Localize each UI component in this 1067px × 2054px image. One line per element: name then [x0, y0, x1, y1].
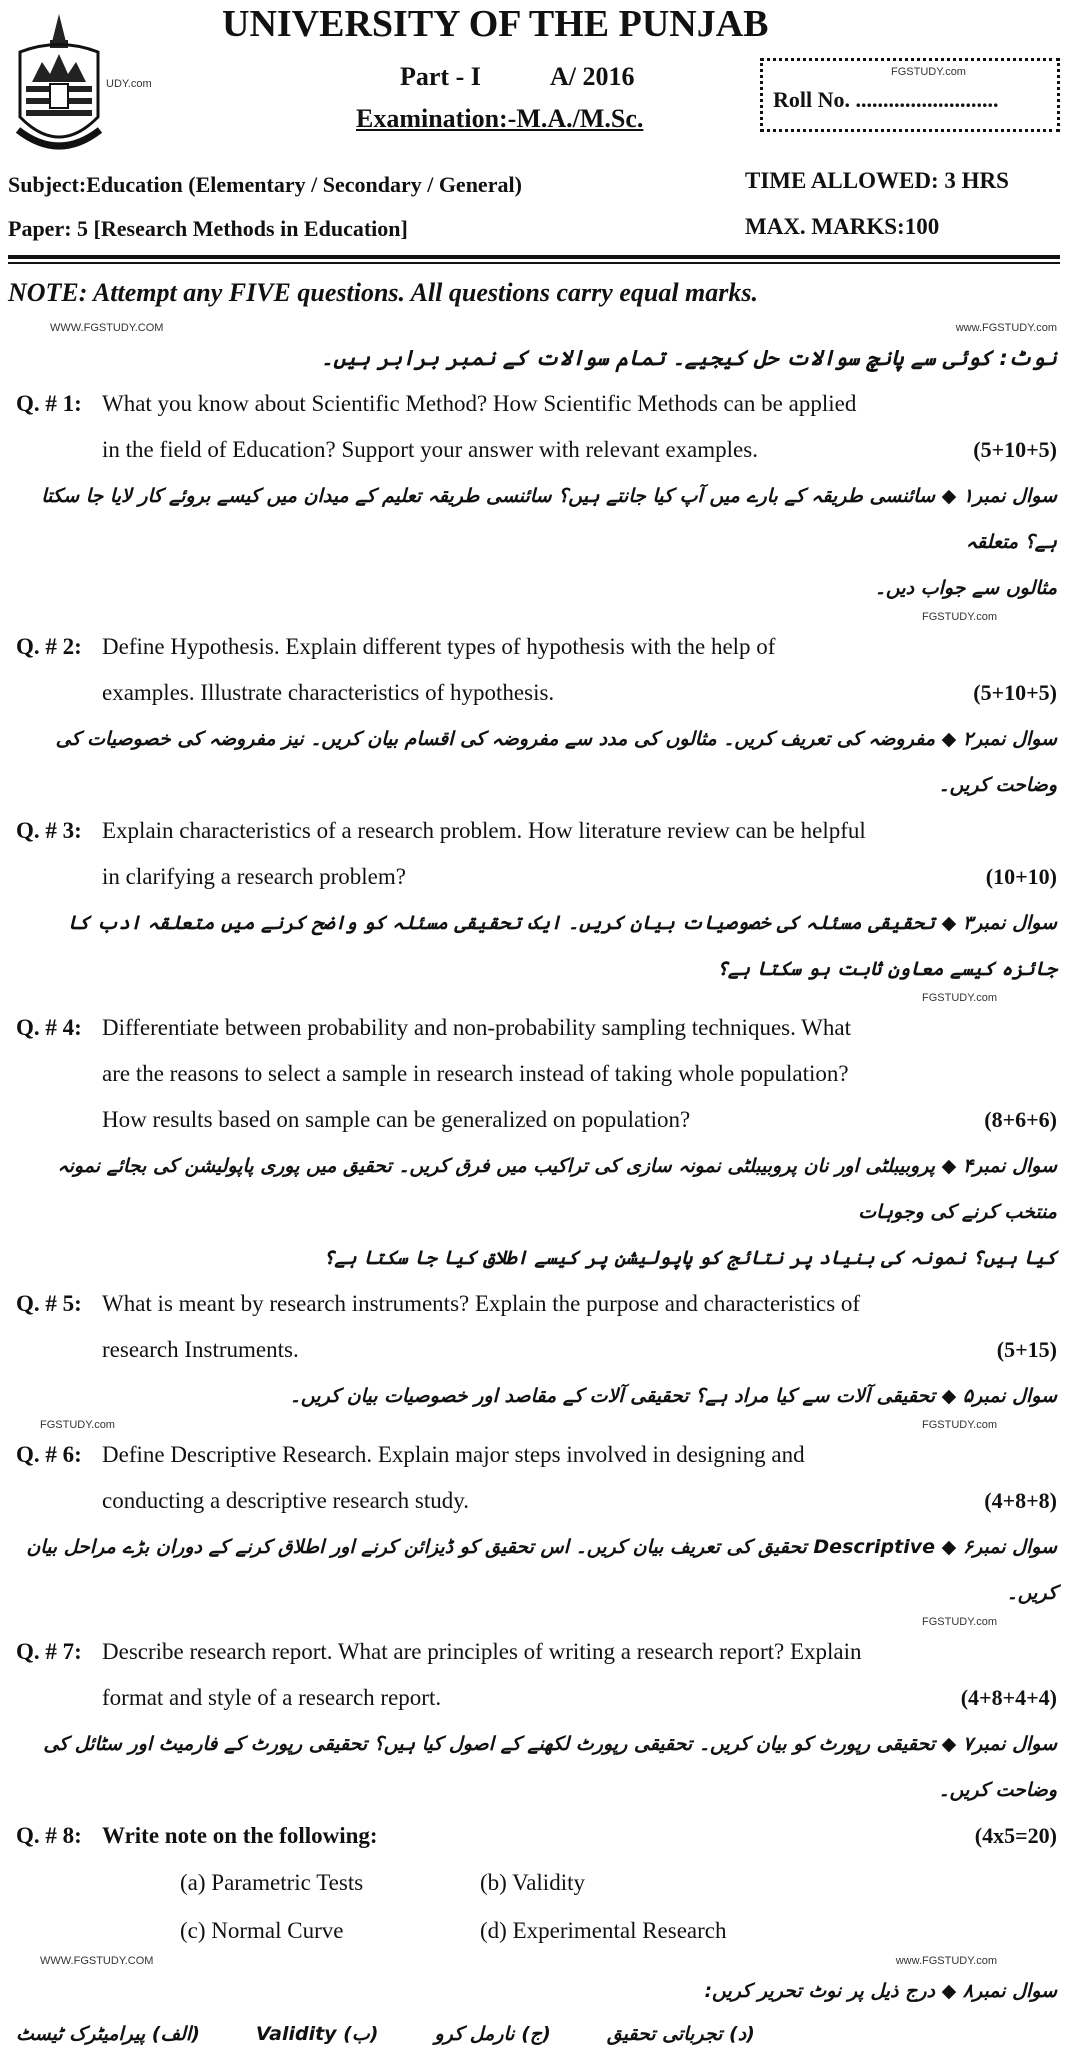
q8-line: [16, 1813, 1057, 1859]
question-number: Q. # 4:: [16, 1015, 82, 1040]
question-marks: (5+15): [996, 1337, 1057, 1362]
watermark: FGSTUDY.com: [922, 1616, 997, 1628]
question-marks: (5+10+5): [973, 680, 1057, 705]
watermark: FGSTUDY.com: [40, 1419, 115, 1431]
question-7: [16, 1629, 1057, 1813]
q8-urdu-title: سوال نمبر۸ ◆ درج ذیل پر نوٹ تحریر کریں:: [704, 1980, 1057, 2002]
question-line: [16, 1005, 1057, 1051]
question-urdu: کریں۔: [1006, 1582, 1057, 1604]
question-urdu: سوال نمبر۳ ◆ تحقیقی مسئلہ کی خصوصیات بیان کریں۔ ایک تحقیقی مسئلہ کو واضح کرنے میں متعلقہ ادب کا جائزہ کیسے معاون ثابت ہو سکتا ہے؟: [67, 912, 1057, 980]
q8-item-a: (a) Parametric Tests: [180, 1870, 364, 1895]
time-allowed: TIME ALLOWED: 3 HRS: [745, 168, 1009, 193]
question-2: [16, 624, 1057, 808]
question-line: [16, 854, 1057, 900]
question-8: [16, 1813, 1057, 2054]
watermark: FGSTUDY.com: [922, 992, 997, 1004]
question-urdu: سوال نمبر۵ ◆ تحقیقی آلات سے کیا مراد ہے؟ تحقیقی آلات کے مقاصد اور خصوصیات بیان کریں۔: [289, 1385, 1057, 1407]
q8-urdu-item-c: (ج) نارمل کرو: [434, 2023, 551, 2045]
question-6: [16, 1432, 1057, 1616]
watermark: WWW.FGSTUDY.COM: [50, 322, 164, 334]
question-urdu: مثالوں سے جواب دیں۔: [874, 577, 1057, 599]
question-urdu: سوال نمبر۱ ◆ سائنسی طریقہ کے بارے میں آپ کیا جانتے ہیں؟ سائنسی طریقہ تعلیم کے میدان میں کیسے بروئے کار لایا جا سکتا ہے؟ متعلقہ: [41, 485, 1057, 553]
q8-urdu-item-b: (ب) Validity: [255, 2023, 379, 2045]
question-line: [16, 1051, 1057, 1097]
watermark: FGSTUDY.com: [922, 611, 997, 623]
question-text: Define Hypothesis. Explain different types of hypothesis with the help of: [102, 634, 776, 659]
question-marks: (10+10): [985, 864, 1057, 889]
question-text: examples. Illustrate characteristics of hypothesis.: [102, 680, 555, 705]
questions: [16, 381, 1057, 1813]
question-line: [16, 1629, 1057, 1675]
exam-session: A/ 2016: [550, 62, 635, 91]
question-text: research Instruments.: [102, 1337, 299, 1362]
q8-urdu-item-a: (الف) پیرامیٹرک ٹیسٹ: [16, 2023, 200, 2045]
watermark: WWW.FGSTUDY.COM: [40, 1955, 154, 1967]
q8-number: Q. # 8:: [16, 1823, 82, 1848]
question-number: Q. # 3:: [16, 818, 82, 843]
question-text: are the reasons to select a sample in research instead of taking whole population?: [102, 1061, 849, 1086]
university-logo: [12, 12, 107, 162]
roll-no-field[interactable]: Roll No. ..........................: [773, 87, 999, 112]
watermark-row: [16, 992, 1057, 1005]
q8-urdu-item-d: (د) تجرباتی تحقیق: [606, 2023, 755, 2045]
header-divider: [8, 255, 1060, 259]
question-line: [16, 1432, 1057, 1478]
question-number: Q. # 7:: [16, 1639, 82, 1664]
question-urdu: سوال نمبر۶ ◆ Descriptive تحقیق کی تعریف بیان کریں۔ اس تحقیق کو ڈیزائن کرنے اور اطلاق کرنے کے دوران بڑے مراحل بیان: [26, 1536, 1057, 1558]
question-line: [16, 1281, 1057, 1327]
question-5: [16, 1281, 1057, 1419]
q8-item-d: (d) Experimental Research: [480, 1918, 727, 1943]
paper: Paper: 5 [Research Methods in Education]: [8, 216, 408, 241]
roll-no-box: [760, 58, 1060, 132]
question-line: [16, 1327, 1057, 1373]
question-urdu: سوال نمبر۴ ◆ پروبیبلٹی اور نان پروبیبلٹی نمونہ سازی کی تراکیب میں فرق کریں۔ تحقیق میں پوری پاپولیشن کی بجائے نمونہ منتخب کرنے کی وجوہات: [57, 1155, 1057, 1223]
note-urdu: نوٹ: کوئی سے پانچ سوالات حل کیجیے۔ تمام سوالات کے نمبر برابر ہیں۔: [321, 346, 1057, 370]
question-number: Q. # 2:: [16, 634, 82, 659]
question-number: Q. # 6:: [16, 1442, 82, 1467]
university-title: UNIVERSITY OF THE PUNJAB: [222, 3, 769, 45]
question-line: [16, 1478, 1057, 1524]
question-line: [16, 427, 1057, 473]
q8-urdu-items: [16, 2014, 1057, 2054]
watermark-row: [16, 1955, 1057, 1968]
question-text: in the field of Education? Support your answer with relevant examples.: [102, 437, 758, 462]
q8-item-c: (c) Normal Curve: [180, 1918, 344, 1943]
question-marks: (4+8+4+4): [960, 1685, 1057, 1710]
max-marks: MAX. MARKS:100: [745, 214, 940, 239]
question-marks: (4+8+8): [984, 1488, 1057, 1513]
question-text: How results based on sample can be generalized on population?: [102, 1107, 691, 1132]
question-1: [16, 381, 1057, 611]
question-text: conducting a descriptive research study.: [102, 1488, 470, 1513]
question-number: Q. # 1:: [16, 391, 82, 416]
question-line: [16, 624, 1057, 670]
question-text: Differentiate between probability and non-probability sampling techniques. What: [102, 1015, 851, 1040]
question-urdu: سوال نمبر۷ ◆ تحقیقی رپورٹ کو بیان کریں۔ تحقیقی رپورٹ لکھنے کے اصول کیا ہیں؟ تحقیقی رپورٹ کے فارمیٹ اور سٹائل کی وضاحت کریں۔: [43, 1733, 1057, 1801]
watermark: www.FGSTUDY.com: [955, 322, 1057, 334]
question-4: [16, 1005, 1057, 1281]
watermark-row: [16, 1616, 1057, 1629]
note-english: NOTE: Attempt any FIVE questions. All questions carry equal marks.: [8, 278, 759, 307]
question-text: What you know about Scientific Method? How Scientific Methods can be applied: [102, 391, 857, 416]
watermark-row: [16, 1419, 1057, 1432]
header-divider-thin: [8, 262, 1060, 264]
question-3: [16, 808, 1057, 992]
watermark: FGSTUDY.com: [922, 1419, 997, 1431]
examination-title: Examination:-M.A./M.Sc.: [356, 104, 644, 133]
question-urdu: سوال نمبر۲ ◆ مفروضہ کی تعریف کریں۔ مثالوں کی مدد سے مفروضہ کی اقسام بیان کریں۔ نیز مفروضہ کی خصوصیات کی وضاحت کریں۔: [55, 728, 1057, 796]
question-marks: (5+10+5): [973, 437, 1057, 462]
question-text: format and style of a research report.: [102, 1685, 442, 1710]
q8-item-b: (b) Validity: [480, 1870, 585, 1895]
question-line: [16, 381, 1057, 427]
watermark-row: [16, 611, 1057, 624]
question-line: [16, 1675, 1057, 1721]
q8-marks: (4x5=20): [974, 1823, 1057, 1848]
question-text: in clarifying a research problem?: [102, 864, 406, 889]
q8-items: [180, 1859, 1057, 1955]
question-text: Define Descriptive Research. Explain major steps involved in designing and: [102, 1442, 805, 1467]
exam-part: Part - I: [400, 62, 481, 91]
question-urdu: کیا ہیں؟ نمونہ کی بنیاد پر نتائج کو پاپولیشن پر کیسے اطلاق کیا جا سکتا ہے؟: [323, 1247, 1057, 1269]
q8-title: Write note on the following:: [102, 1823, 378, 1848]
watermark: FGSTUDY.com: [891, 66, 966, 78]
question-text: What is meant by research instruments? Explain the purpose and characteristics of: [102, 1291, 861, 1316]
question-line: [16, 670, 1057, 716]
watermark: www.FGSTUDY.com: [895, 1955, 997, 1967]
watermark-row: [16, 322, 1057, 335]
question-line: [16, 1097, 1057, 1143]
watermark: UDY.com: [106, 78, 152, 90]
question-marks: (8+6+6): [984, 1107, 1057, 1132]
question-number: Q. # 5:: [16, 1291, 82, 1316]
question-line: [16, 808, 1057, 854]
question-list: [0, 322, 1067, 2054]
question-text: Explain characteristics of a research problem. How literature review can be helpful: [102, 818, 866, 843]
question-text: Describe research report. What are principles of writing a research report? Explain: [102, 1639, 862, 1664]
subject: Subject:Education (Elementary / Secondary / General): [8, 172, 522, 197]
